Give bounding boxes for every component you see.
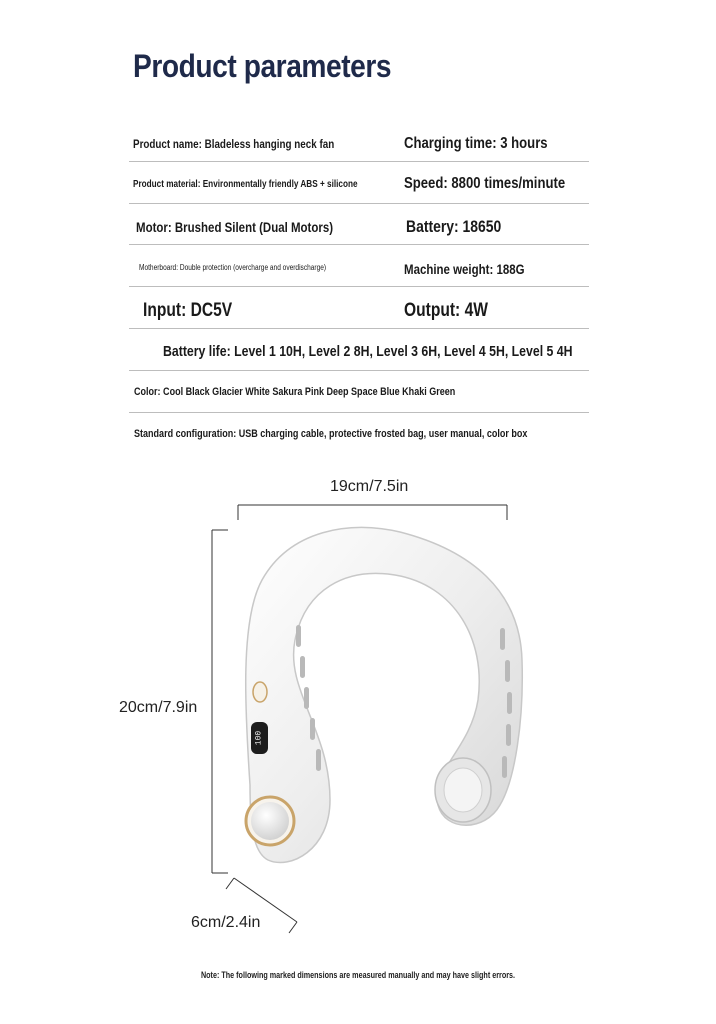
depth-dimension-label: 6cm/2.4in: [191, 914, 261, 931]
machine-weight: Machine weight: 188G: [404, 261, 525, 277]
battery-life: Battery life: Level 1 10H, Level 2 8H, Level 3 6H, Level 4 5H, Level 5 4H: [163, 343, 573, 360]
product-material: Product material: Environmentally friendly ABS + silicone: [133, 179, 358, 190]
charging-time: Charging time: 3 hours: [404, 135, 548, 152]
page-title: Product parameters: [133, 48, 392, 84]
width-dimension-line: [238, 505, 507, 520]
standard-configuration: Standard configuration: USB charging cable, protective frosted bag, user manual, color box: [134, 428, 528, 440]
product-diagram: [0, 460, 716, 960]
control-knob: [246, 797, 294, 845]
fan-illustration: [0, 460, 716, 960]
color-options: Color: Cool Black Glacier White Sakura Pink Deep Space Blue Khaki Green: [134, 386, 456, 398]
product-name: Product name: Bladeless hanging neck fan: [133, 137, 335, 151]
measurement-note: Note: The following marked dimensions are measured manually and may have slight errors.: [200, 970, 516, 980]
input: Input: DC5V: [143, 300, 233, 321]
motherboard: Motherboard: Double protection (overcharge and overdischarge): [139, 263, 327, 272]
display-readout: 100: [254, 730, 264, 746]
depth-dimension-line: [226, 878, 297, 933]
right-fan-grille-icon: [435, 758, 491, 822]
digital-display: [251, 722, 268, 754]
height-dimension-label: 20cm/7.9in: [119, 699, 198, 716]
speed: Speed: 8800 times/minute: [404, 175, 566, 192]
battery: Battery: 18650: [406, 217, 502, 236]
width-dimension-label: 19cm/7.5in: [330, 478, 409, 495]
power-button: [253, 682, 267, 702]
height-dimension-line: [212, 530, 228, 873]
motor: Motor: Brushed Silent (Dual Motors): [136, 219, 334, 235]
output: Output: 4W: [404, 300, 488, 321]
